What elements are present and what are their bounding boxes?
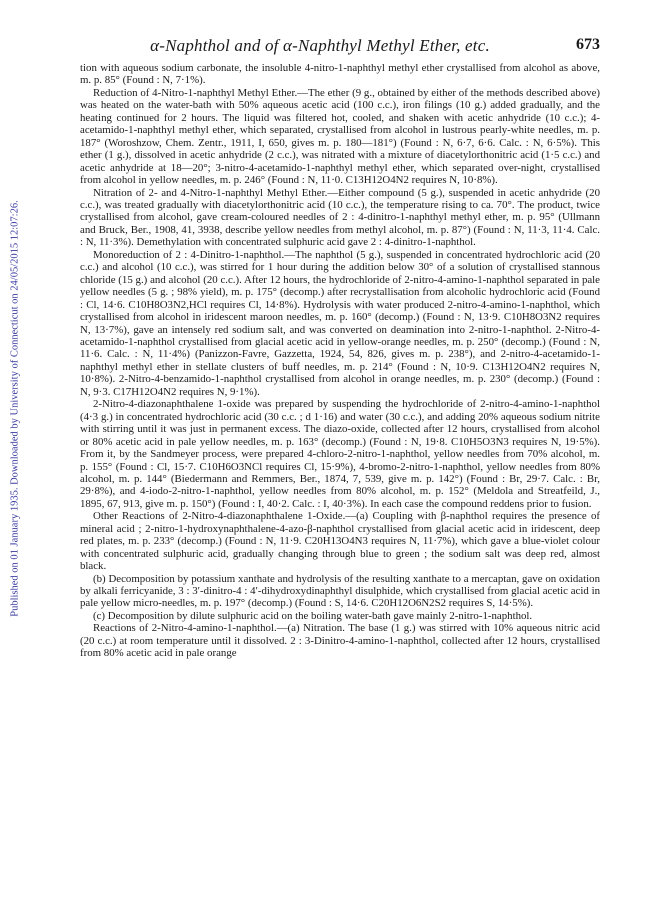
paragraph-diazo-oxide: 2-Nitro-4-diazonaphthalene 1-oxide was prepared by suspending the hydrochloride of 2-nitro-4-amino-1-naphthol (4·3 g.) in concentrated hydrochloric acid (30 c.c. ; d 1·16) and water (30 c.c.), and adding 20% aqueous sodium nitrite with stirring until it was just in permanent excess. The diazo-oxide, collected after 12 hours, crystallised from alcohol or 80% acetic acid in pale yellow needles, m. p. 163° (decomp.) (Found : N, 19·8. C10H5O3N3 requires N, 19·5%). From it, by the Sandmeyer process, were prepared 4-chloro-2-nitro-1-naphthol, yellow needles from 70% alcohol, m. p. 155° (Found : Cl, 15·7. C10H6O3NCl requires Cl, 15·9%), 4-bromo-2-nitro-1-naphthol, yellow needles from 80% alcohol, m. p. 144° (Biedermann and Remmers, Ber., 1874, 7, 539, give m. p. 142°) (Found : Br, 29·7. Calc. : Br, 29·8%), and 4-iodo-2-nitro-1-naphthol, yellow needles from 80% alcohol, m. p. 152° (Meldola and Streatfeild, J., 1895, 67, 913, give m. p. 150°) (Found : I, 40·2. Calc. : I, 40·3%). In each case the compound reddens prior to fusion.: [80, 398, 600, 510]
page-number: 673: [576, 36, 600, 53]
article-body: [80, 62, 600, 660]
page-header: [80, 36, 600, 58]
paragraph-reduction: Reduction of 4-Nitro-1-naphthyl Methyl Ether.—The ether (9 g., obtained by either of the methods described above) was heated on the water-bath with 50% aqueous acetic acid (100 c.c.), iron filings (10 g.) added gradually, and the heating continued for 2 hours. The liquid was filtered hot, cooled, and shaken with acetic anhydride (10 c.c.); 4-acetamido-1-naphthyl methyl ether, which separated, crystallised from alcohol in lustrous pearly-white needles, m. p. 187° (Woroshzow, Chem. Zentr., 1911, I, 650, gives m. p. 180—181°) (Found : N, 6·7, 6·6. Calc. : N, 6·5%). This ether (1 g.), dissolved in acetic anhydride (2 c.c.), was nitrated with a mixture of diacetylorthonitric acid (1·5 c.c.) and acetic anhydride at 18—20°; 3-nitro-4-acetamido-1-naphthyl methyl ether, which separated over-night, crystallised from alcohol in yellow needles, m. p. 246° (Found : N, 11·0. C13H12O4N2 requires N, 10·8%).: [80, 86, 600, 187]
paragraph-amino-reactions: Reactions of 2-Nitro-4-amino-1-naphthol.—(a) Nitration. The base (1 g.) was stirred with 10% aqueous nitric acid (20 c.c.) at room temperature until it dissolved. 2 : 3-Dinitro-4-amino-1-naphthol, collected after 12 hours, crystallised from 80% acetic acid in pale orange: [80, 622, 600, 660]
paragraph-other-reactions: Other Reactions of 2-Nitro-4-diazonaphthalene 1-Oxide.—(a) Coupling with β-naphthol requires the presence of mineral acid ; 2-nitro-1-hydroxynaphthalene-4-azo-β-naphthol crystallised from glacial acetic acid in iridescent, deep red plates, m. p. 233° (decomp.) (Found : N, 11·9. C20H13O4N3 requires N, 11·7%), which gave a blue-violet colour with concentrated sulphuric acid, gradually changing through blue to green ; the sodium salt was deep red, almost black.: [80, 510, 600, 573]
running-title: α-Naphthol and of α-Naphthyl Methyl Ether, etc.: [150, 36, 490, 55]
paragraph-decomposition-xanthate: (b) Decomposition by potassium xanthate and hydrolysis of the resulting xanthate to a mercaptan, gave on oxidation by alkali ferricyanide, 3 : 3′-dinitro-4 : 4′-dihydroxydinaphthyl disulphide, which crystallised from glacial acetic acid in pale yellow micro-needles, m. p. 197° (decomp.) (Found : S, 14·6. C20H12O6N2S2 requires S, 14·5%).: [80, 572, 600, 610]
sidebar-provenance-text: Published on 01 January 1935. Downloaded by University of Connecticut on 24/05/2015 12:07:26.: [9, 200, 21, 617]
paragraph-decomposition-acid: (c) Decomposition by dilute sulphuric acid on the boiling water-bath gave mainly 2-nitro-1-naphthol.: [93, 609, 533, 622]
paragraph-continuation: tion with aqueous sodium carbonate, the insoluble 4-nitro-1-naphthyl methyl ether crystallised from alcohol as above, m. p. 85° (Found : N, 7·1%).: [80, 62, 600, 87]
publication-sidebar: [0, 130, 30, 690]
journal-page: [80, 36, 600, 660]
paragraph-monoreduction: Monoreduction of 2 : 4-Dinitro-1-naphthol.—The naphthol (5 g.), suspended in concentrated hydrochloric acid (20 c.c.) and alcohol (10 c.c.), was stirred for 1 hour during the addition below 30° of a solution of crystallised stannous chloride (15 g.) and alcohol (20 c.c.). After 12 hours, the hydrochloride of 2-nitro-4-amino-1-naphthol separated in pale yellow needles (5 g. ; 98% yield), m. p. 175° (decomp.) after recrystallisation from alcoholic hydrochloric acid (Found : Cl, 14·6. C10H8O3N2,HCl requires Cl, 14·8%). Hydrolysis with water produced 2-nitro-4-amino-1-naphthol, which crystallised from alcohol in iridescent maroon needles, m. p. 160° (decomp.) (Found : N, 13·9. C10H8O3N2 requires N, 13·7%), gave an intensely red sodium salt, and was converted on deamination into 2-nitro-1-naphthol. 2-Nitro-4-acetamido-1-naphthol crystallised from glacial acetic acid in yellow-orange needles, m. p. 250° (decomp.) (Found : N, 11·6. Calc. : N, 11·4%) (Panizzon-Favre, Gazzetta, 1924, 54, 826, gives m. p. 238°), and 2-nitro-4-acetamido-1-naphthyl methyl ether in stellate clusters of buff needles, m. p. 214° (Found : N, 10·9. C13H12O4N2 requires N, 10·8%). 2-Nitro-4-benzamido-1-naphthol crystallised from alcohol in orange needles, m. p. 230° (decomp.) (Found : N, 9·3. C17H12O4N2 requires N, 9·1%).: [80, 248, 600, 398]
paragraph-nitration: Nitration of 2- and 4-Nitro-1-naphthyl Methyl Ether.—Either compound (5 g.), suspended in acetic anhydride (20 c.c.), was treated gradually with diacetylorthonitric acid (10 c.c.), the temperature rising to ca. 70°. The product, twice crystallised from alcohol, gave cream-coloured needles of 2 : 4-dinitro-1-naphthyl methyl ether, m. p. 95° (Ullmann and Bruck, Ber., 1908, 41, 3938, describe yellow needles from methyl alcohol, m. p. 87°) (Found : N, 11·3, 11·4. Calc. : N, 11·3%). Demethylation with concentrated sulphuric acid gave 2 : 4-dinitro-1-naphthol.: [80, 186, 600, 249]
